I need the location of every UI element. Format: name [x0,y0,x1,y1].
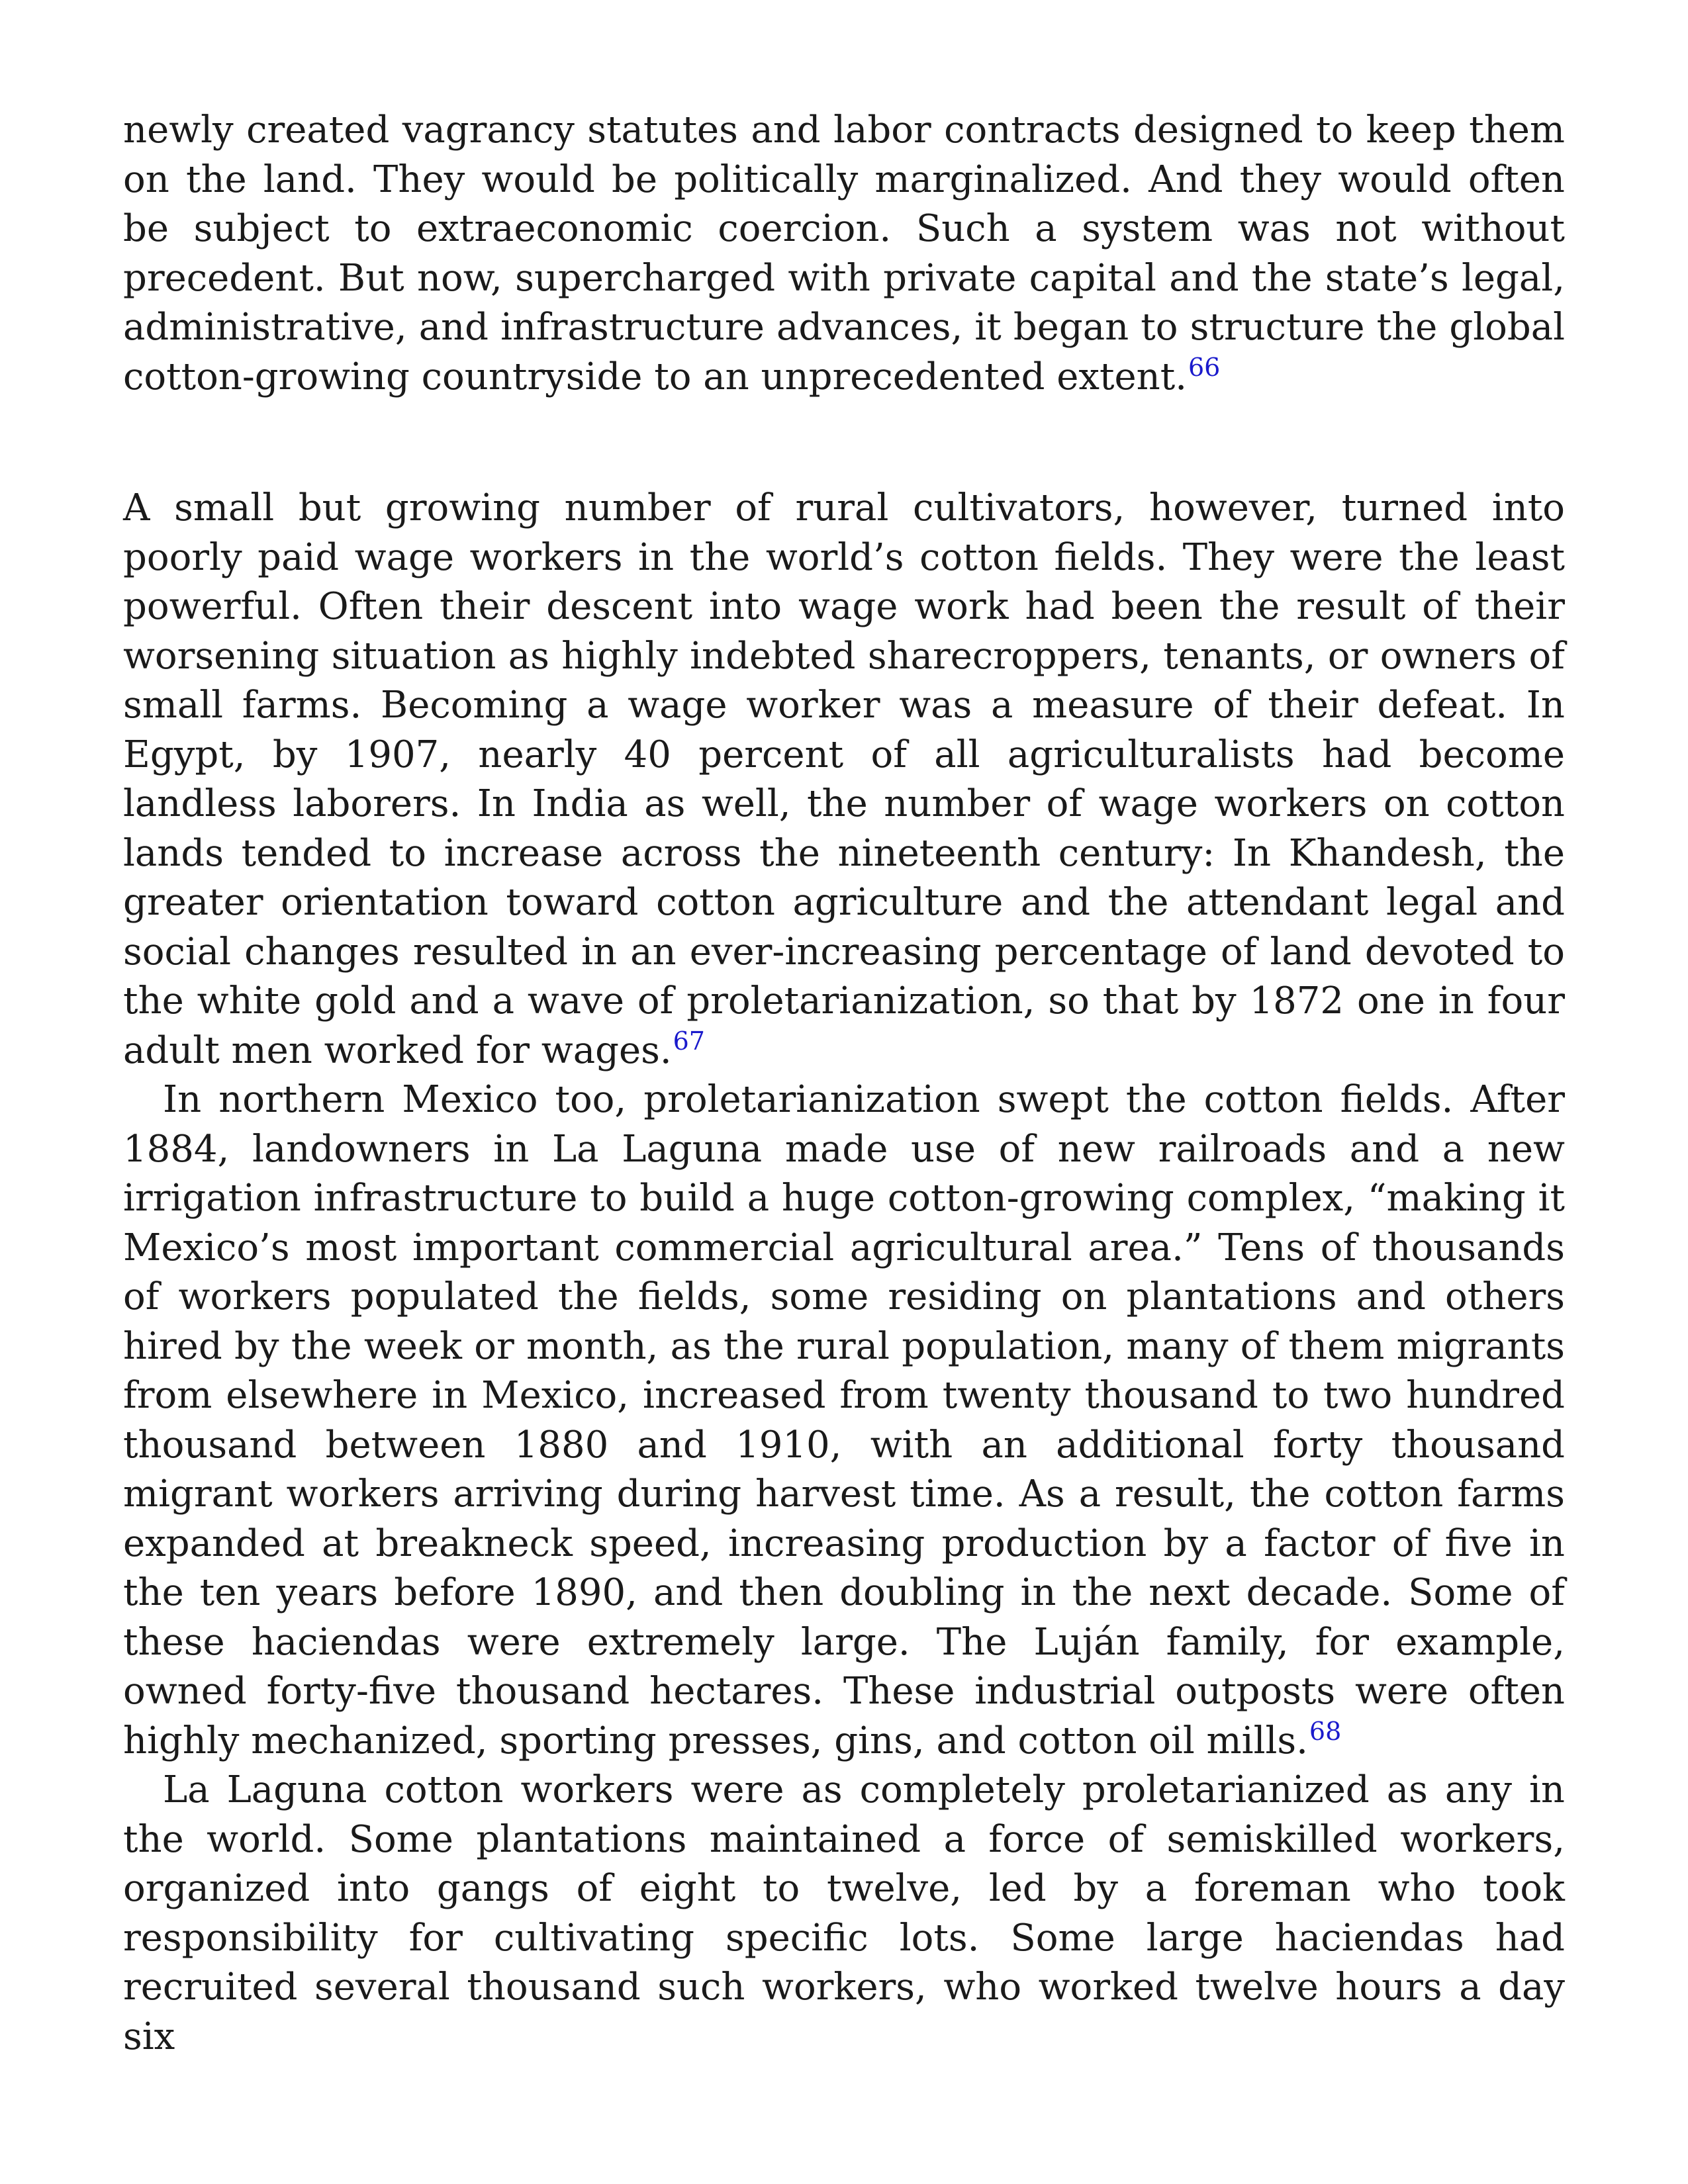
paragraph-1 [123,106,1565,402]
book-page [123,106,1565,2062]
paragraph-4 [123,1766,1565,2062]
section-break [123,402,1565,484]
paragraph-3 [123,1075,1565,1766]
paragraph-2 [123,484,1565,1075]
paragraph-4-text: La Laguna cotton workers were as completely proletarianized as any in the world. Some plantations maintained a force of semiskilled workers, organized into gangs of eight to twelve, led by a foreman who took responsibility for cultivating specific lots. Some large haciendas had recruited several thousand such workers, who worked twelve hours a day six [123,1768,1565,2058]
footnote-ref-67[interactable]: 67 [673,1026,705,1056]
paragraph-1-text: newly created vagrancy statutes and labor contracts designed to keep them on the land. They would be politically marginalized. And they would often be subject to extraeconomic coercion. Such a system was not without precedent. But now, supercharged with private capital and the state’s legal, administrative, and infrastructure advances, it began to structure the global cotton-growing countryside to an unprecedented extent. [123,109,1565,398]
paragraph-2-text: A small but growing number of rural cultivators, however, turned into poorly paid wage workers in the world’s cotton fields. They were the least powerful. Often their descent into wage work had been the result of their worsening situation as highly indebted sharecroppers, tenants, or owners of small farms. Becoming a wage worker was a measure of their defeat. In Egypt, by 1907, nearly 40 percent of all agriculturalists had become landless laborers. In India as well, the number of wage workers on cotton lands tended to increase across the nineteenth century: In Khandesh, the greater orientation toward cotton agriculture and the attendant legal and social changes resulted in an ever-increasing percentage of land devoted to the white gold and a wave of proletarianization, so that by 1872 one in four adult men worked for wages. [123,486,1565,1072]
footnote-ref-68[interactable]: 68 [1309,1716,1342,1746]
footnote-ref-66[interactable]: 66 [1188,352,1221,382]
paragraph-3-text: In northern Mexico too, proletarianization swept the cotton fields. After 1884, landowners in La Laguna made use of new railroads and a new irrigation infrastructure to build a huge cotton-growing complex, “making it Mexico’s most important commercial agricultural area.” Tens of thousands of workers populated the fields, some residing on plantations and others hired by the week or month, as the rural population, many of them migrants from elsewhere in Mexico, increased from twenty thousand to two hundred thousand between 1880 and 1910, with an additional forty thousand migrant workers arriving during harvest time. As a result, the cotton farms expanded at breakneck speed, increasing production by a factor of five in the ten years before 1890, and then doubling in the next decade. Some of these haciendas were extremely large. The Luján family, for example, owned forty-five thousand hectares. These industrial outposts were often highly mechanized, sporting presses, gins, and cotton oil mills. [123,1078,1565,1762]
